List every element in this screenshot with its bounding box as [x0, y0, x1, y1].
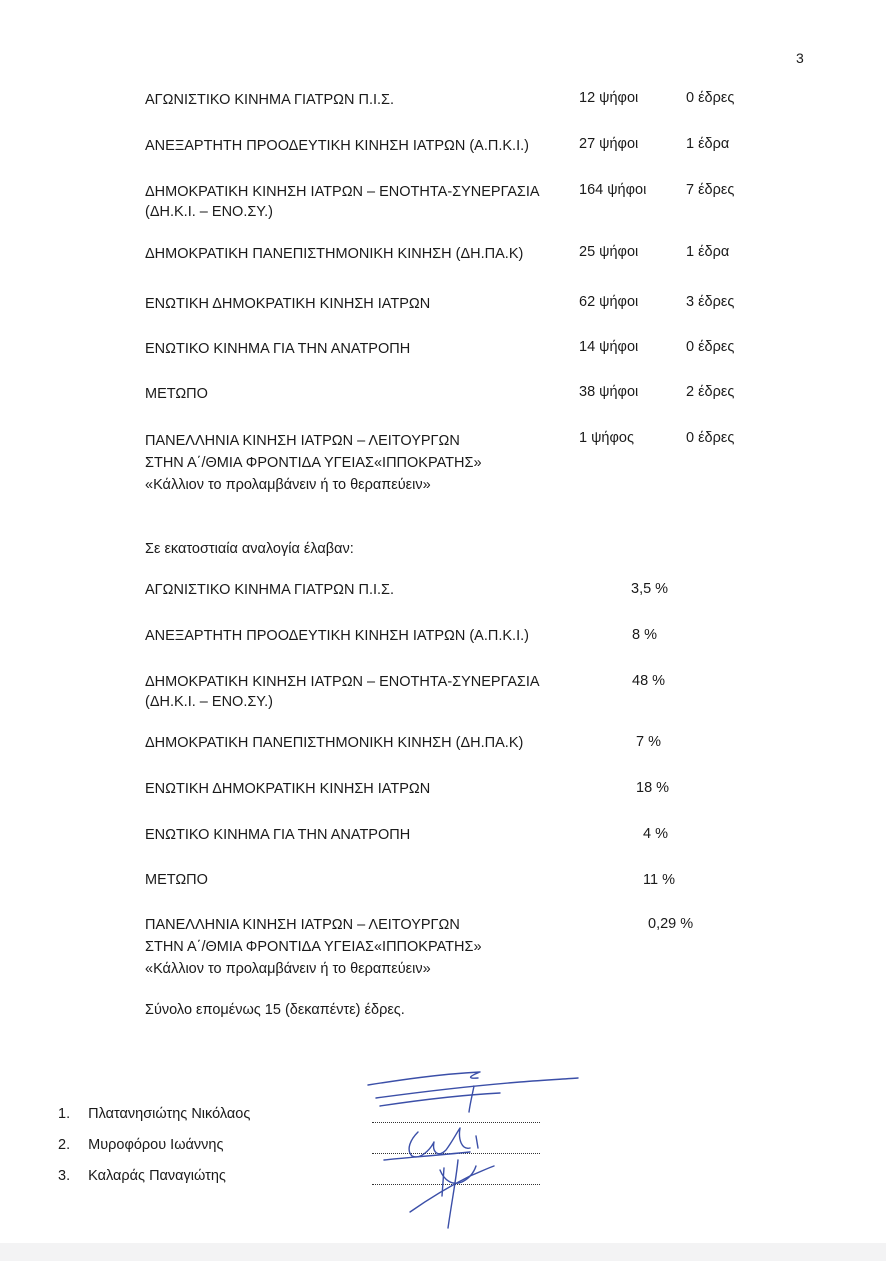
result-party: ΠΑΝΕΛΛΗΝΙΑ ΚΙΝΗΣΗ ΙΑΤΡΩΝ – ΛΕΙΤΟΥΡΓΩΝ ΣΤΗΝ Α΄/ΘΜΙΑ ΦΡΟΝΤΙΔΑ ΥΓΕΙΑΣ«ΙΠΠΟΚΡΑΤΗΣ» «Κάλλιον το προλαμβάνειν ή το θεραπεύειν» [145, 433, 482, 493]
result-votes: 25 ψήφοι [579, 244, 639, 260]
page-number: 3 [796, 50, 804, 66]
result-seats: 0 έδρες [686, 430, 735, 446]
result-votes: 27 ψήφοι [579, 136, 639, 152]
result-seats: 3 έδρες [686, 294, 735, 310]
result-party: ΔΗΜΟΚΡΑΤΙΚΗ ΚΙΝΗΣΗ ΙΑΤΡΩΝ – ΕΝΟΤΗΤΑ-ΣΥΝΕΡΓΑΣΙΑ (ΔΗ.Κ.Ι. – ΕΝΟ.ΣΥ.) [145, 184, 540, 220]
result-seats: 1 έδρα [686, 244, 730, 260]
pct-party: ΔΗΜΟΚΡΑΤΙΚΗ ΚΙΝΗΣΗ ΙΑΤΡΩΝ – ΕΝΟΤΗΤΑ-ΣΥΝΕΡΓΑΣΙΑ (ΔΗ.Κ.Ι. – ΕΝΟ.ΣΥ.) [145, 674, 540, 710]
pct-value: 7 % [636, 734, 661, 750]
result-party: ΜΕΤΩΠΟ [145, 386, 208, 402]
total-seats-note: Σύνολο επομένως 15 (δεκαπέντε) έδρες. [145, 1002, 405, 1018]
signatory-name: Μυροφόρου Ιωάννης [88, 1137, 224, 1153]
result-seats: 0 έδρες [686, 90, 735, 106]
pct-party: ΑΓΩΝΙΣΤΙΚΟ ΚΙΝΗΜΑ ΓΙΑΤΡΩΝ Π.Ι.Σ. [145, 582, 395, 598]
pct-party: ΕΝΩΤΙΚΗ ΔΗΜΟΚΡΑΤΙΚΗ ΚΙΝΗΣΗ ΙΑΤΡΩΝ [145, 781, 431, 797]
signatory-name: Καλαράς Παναγιώτης [88, 1168, 226, 1184]
result-party: ΕΝΩΤΙΚΗ ΔΗΜΟΚΡΑΤΙΚΗ ΚΙΝΗΣΗ ΙΑΤΡΩΝ [145, 296, 431, 312]
signatory-name: Πλατανησιώτης Νικόλαος [88, 1106, 251, 1122]
signature-2-stroke [384, 1152, 470, 1160]
result-votes: 14 ψήφοι [579, 339, 639, 355]
result-votes: 1 ψήφος [579, 430, 634, 446]
result-votes: 38 ψήφοι [579, 384, 639, 400]
pct-party: ΕΝΩΤΙΚΟ ΚΙΝΗΜΑ ΓΙΑ ΤΗΝ ΑΝΑΤΡΟΠΗ [145, 827, 411, 843]
result-votes: 62 ψήφοι [579, 294, 639, 310]
signatory-number: 1. [58, 1106, 71, 1122]
pct-value: 0,29 % [648, 916, 694, 932]
result-seats: 7 έδρες [686, 182, 735, 198]
pct-value: 48 % [632, 673, 666, 689]
signatory-number: 3. [58, 1168, 71, 1184]
pct-party: ΜΕΤΩΠΟ [145, 872, 208, 888]
result-seats: 1 έδρα [686, 136, 730, 152]
result-seats: 0 έδρες [686, 339, 735, 355]
pct-value: 8 % [632, 627, 657, 643]
pct-value: 11 % [643, 872, 675, 888]
result-votes: 12 ψήφοι [579, 90, 639, 106]
signature-3-stroke [442, 1168, 444, 1196]
result-votes: 164 ψήφοι [579, 182, 647, 198]
signature-1-stroke [469, 1086, 474, 1112]
pct-party: ΑΝΕΞΑΡΤΗΤΗ ΠΡΟΟΔΕΥΤΙΚΗ ΚΙΝΗΣΗ ΙΑΤΡΩΝ (Α.Π.Κ.Ι.) [145, 628, 529, 644]
pct-party: ΠΑΝΕΛΛΗΝΙΑ ΚΙΝΗΣΗ ΙΑΤΡΩΝ – ΛΕΙΤΟΥΡΓΩΝ ΣΤΗΝ Α΄/ΘΜΙΑ ΦΡΟΝΤΙΔΑ ΥΓΕΙΑΣ«ΙΠΠΟΚΡΑΤΗΣ» «Κάλλιον το προλαμβάνειν ή το θεραπεύειν» [145, 917, 482, 977]
result-seats: 2 έδρες [686, 384, 735, 400]
result-party: ΑΝΕΞΑΡΤΗΤΗ ΠΡΟΟΔΕΥΤΙΚΗ ΚΙΝΗΣΗ ΙΑΤΡΩΝ (Α.Π.Κ.Ι.) [145, 138, 529, 154]
signature-3-stroke [448, 1160, 458, 1228]
pct-party: ΔΗΜΟΚΡΑΤΙΚΗ ΠΑΝΕΠΙΣΤΗΜΟΝΙΚΗ ΚΙΝΗΣΗ (ΔΗ.ΠΑ.Κ) [145, 735, 524, 751]
signature-2-stroke [476, 1136, 478, 1148]
signature-1-stroke [368, 1072, 480, 1085]
result-party: ΕΝΩΤΙΚΟ ΚΙΝΗΜΑ ΓΙΑ ΤΗΝ ΑΝΑΤΡΟΠΗ [145, 341, 411, 357]
result-party: ΑΓΩΝΙΣΤΙΚΟ ΚΙΝΗΜΑ ΓΙΑΤΡΩΝ Π.Ι.Σ. [145, 92, 395, 108]
pct-value: 4 % [643, 826, 668, 842]
percent-intro: Σε εκατοστιαία αναλογία έλαβαν: [145, 541, 354, 557]
signatory-number: 2. [58, 1137, 71, 1153]
pct-value: 18 % [636, 780, 670, 796]
result-party: ΔΗΜΟΚΡΑΤΙΚΗ ΠΑΝΕΠΙΣΤΗΜΟΝΙΚΗ ΚΙΝΗΣΗ (ΔΗ.ΠΑ.Κ) [145, 246, 524, 262]
signature-3-stroke [440, 1166, 476, 1183]
pct-value: 3,5 % [631, 581, 669, 597]
